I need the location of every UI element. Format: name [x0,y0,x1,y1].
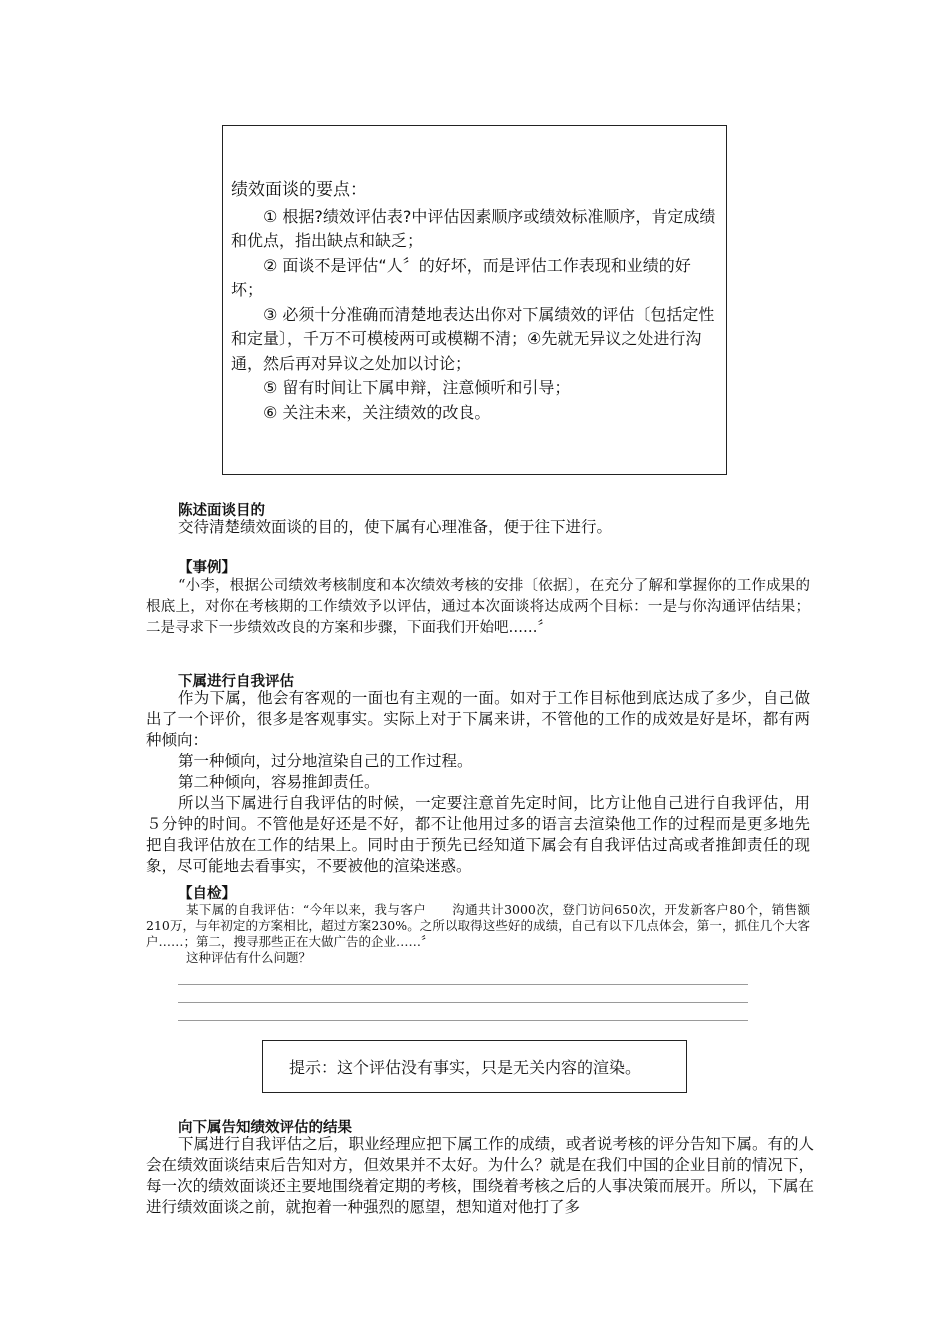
section-heading-self-eval: 下属进行自我评估 [178,674,294,690]
self-eval-paragraph: 所以当下属进行自我评估的时候，一定要注意首先定时间，比方让他自己进行自我评估，用５分钟的时间。不管他是好还是不好，都不让他用过多的语言去渲染他工作的过程而是更多地先把自我评估放在工作的结果上。同时由于预先已经知道下属会有自我评估过高或者推卸责任的现象，尽可能地去看事实，不要被他的渲染迷惑。 [146,794,810,875]
answer-line [178,1020,748,1021]
purpose-text: 交待清楚绩效面谈的目的，使下属有心理准备，便于往下进行。 [178,518,613,536]
keypoints-title: 绩效面谈的要点： [231,180,367,200]
keypoint-item: ① 根据?绩效评估表?中评估因素顺序或绩效标准顺序，肯定成绩和优点，指出缺点和缺乏； [231,206,716,250]
keypoint-item: ③ 必须十分准确而清楚地表达出你对下属绩效的评估〔包括定性和定量〕，千万不可模棱两可或模糊不清；④先就无异议之处进行沟通，然后再对异议之处加以讨论； [231,304,715,373]
self-check-question: 这种评估有什么问题？ [186,950,312,965]
example-text: “小李，根据公司绩效考核制度和本次绩效考核的安排〔依据〕，在充分了解和掌握你的工作成果的根底上，对你在考核期的工作绩效予以评估，通过本次面谈将达成两个目标：一是与你沟通评估结果；二是寻求下一步绩效改良的方案和步骤，下面我们开始吧……〞 [146,578,810,636]
section-heading-purpose: 陈述面谈目的 [178,503,265,519]
section-heading-inform: 向下属告知绩效评估的结果 [178,1120,352,1136]
keypoint-item: ⑤ 留有时间让下属申辩，注意倾听和引导； [263,378,571,397]
example-label: 【事例】 [178,560,236,576]
answer-line [178,1002,748,1003]
hint-box [262,1040,687,1093]
self-check-text: 某下属的自我评估：“今年以来，我与客户 沟通共计3000次，登门访问650次，开发新客户80个，销售额210万，与年初定的方案相比，超过方案230%。之所以取得这些好的成绩，自己有以下几点体会，第一，抓住几个大客户……；第二，搜寻那些正在大做广告的企业……〞 [146,902,810,949]
self-eval-paragraph: 第二种倾向，容易推卸责任。 [178,773,380,791]
self-eval-paragraph: 作为下属，他会有客观的一面也有主观的一面。如对于工作目标他到底达成了多少，自己做出了一个评价，很多是客观事实。实际上对于下属来讲，不管他的工作的成效是好是坏，都有两种倾向： [146,689,810,749]
keypoint-item: ② 面谈不是评估“人〞的好坏，而是评估工作表现和业绩的好坏； [231,255,691,299]
keypoints-box [222,125,727,475]
hint-text: 提示：这个评估没有事实，只是无关内容的渲染。 [289,1058,642,1077]
keypoint-item: ⑥ 关注未来，关注绩效的改良。 [263,402,491,422]
answer-line [178,984,748,985]
self-check-label: 【自检】 [178,886,236,902]
self-eval-paragraph: 第一种倾向，过分地渲染自己的工作过程。 [178,752,473,770]
inform-text: 下属进行自我评估之后，职业经理应把下属工作的成绩，或者说考核的评分告知下属。有的人会在绩效面谈结束后告知对方，但效果并不太好。为什么？就是在我们中国的企业目前的情况下，每一次的绩效面谈还主要地围绕着定期的考核，围绕着考核之后的人事决策而展开。所以，下属在进行绩效面谈之前，就抱着一种强烈的愿望，想知道对他打了多 [146,1135,814,1216]
